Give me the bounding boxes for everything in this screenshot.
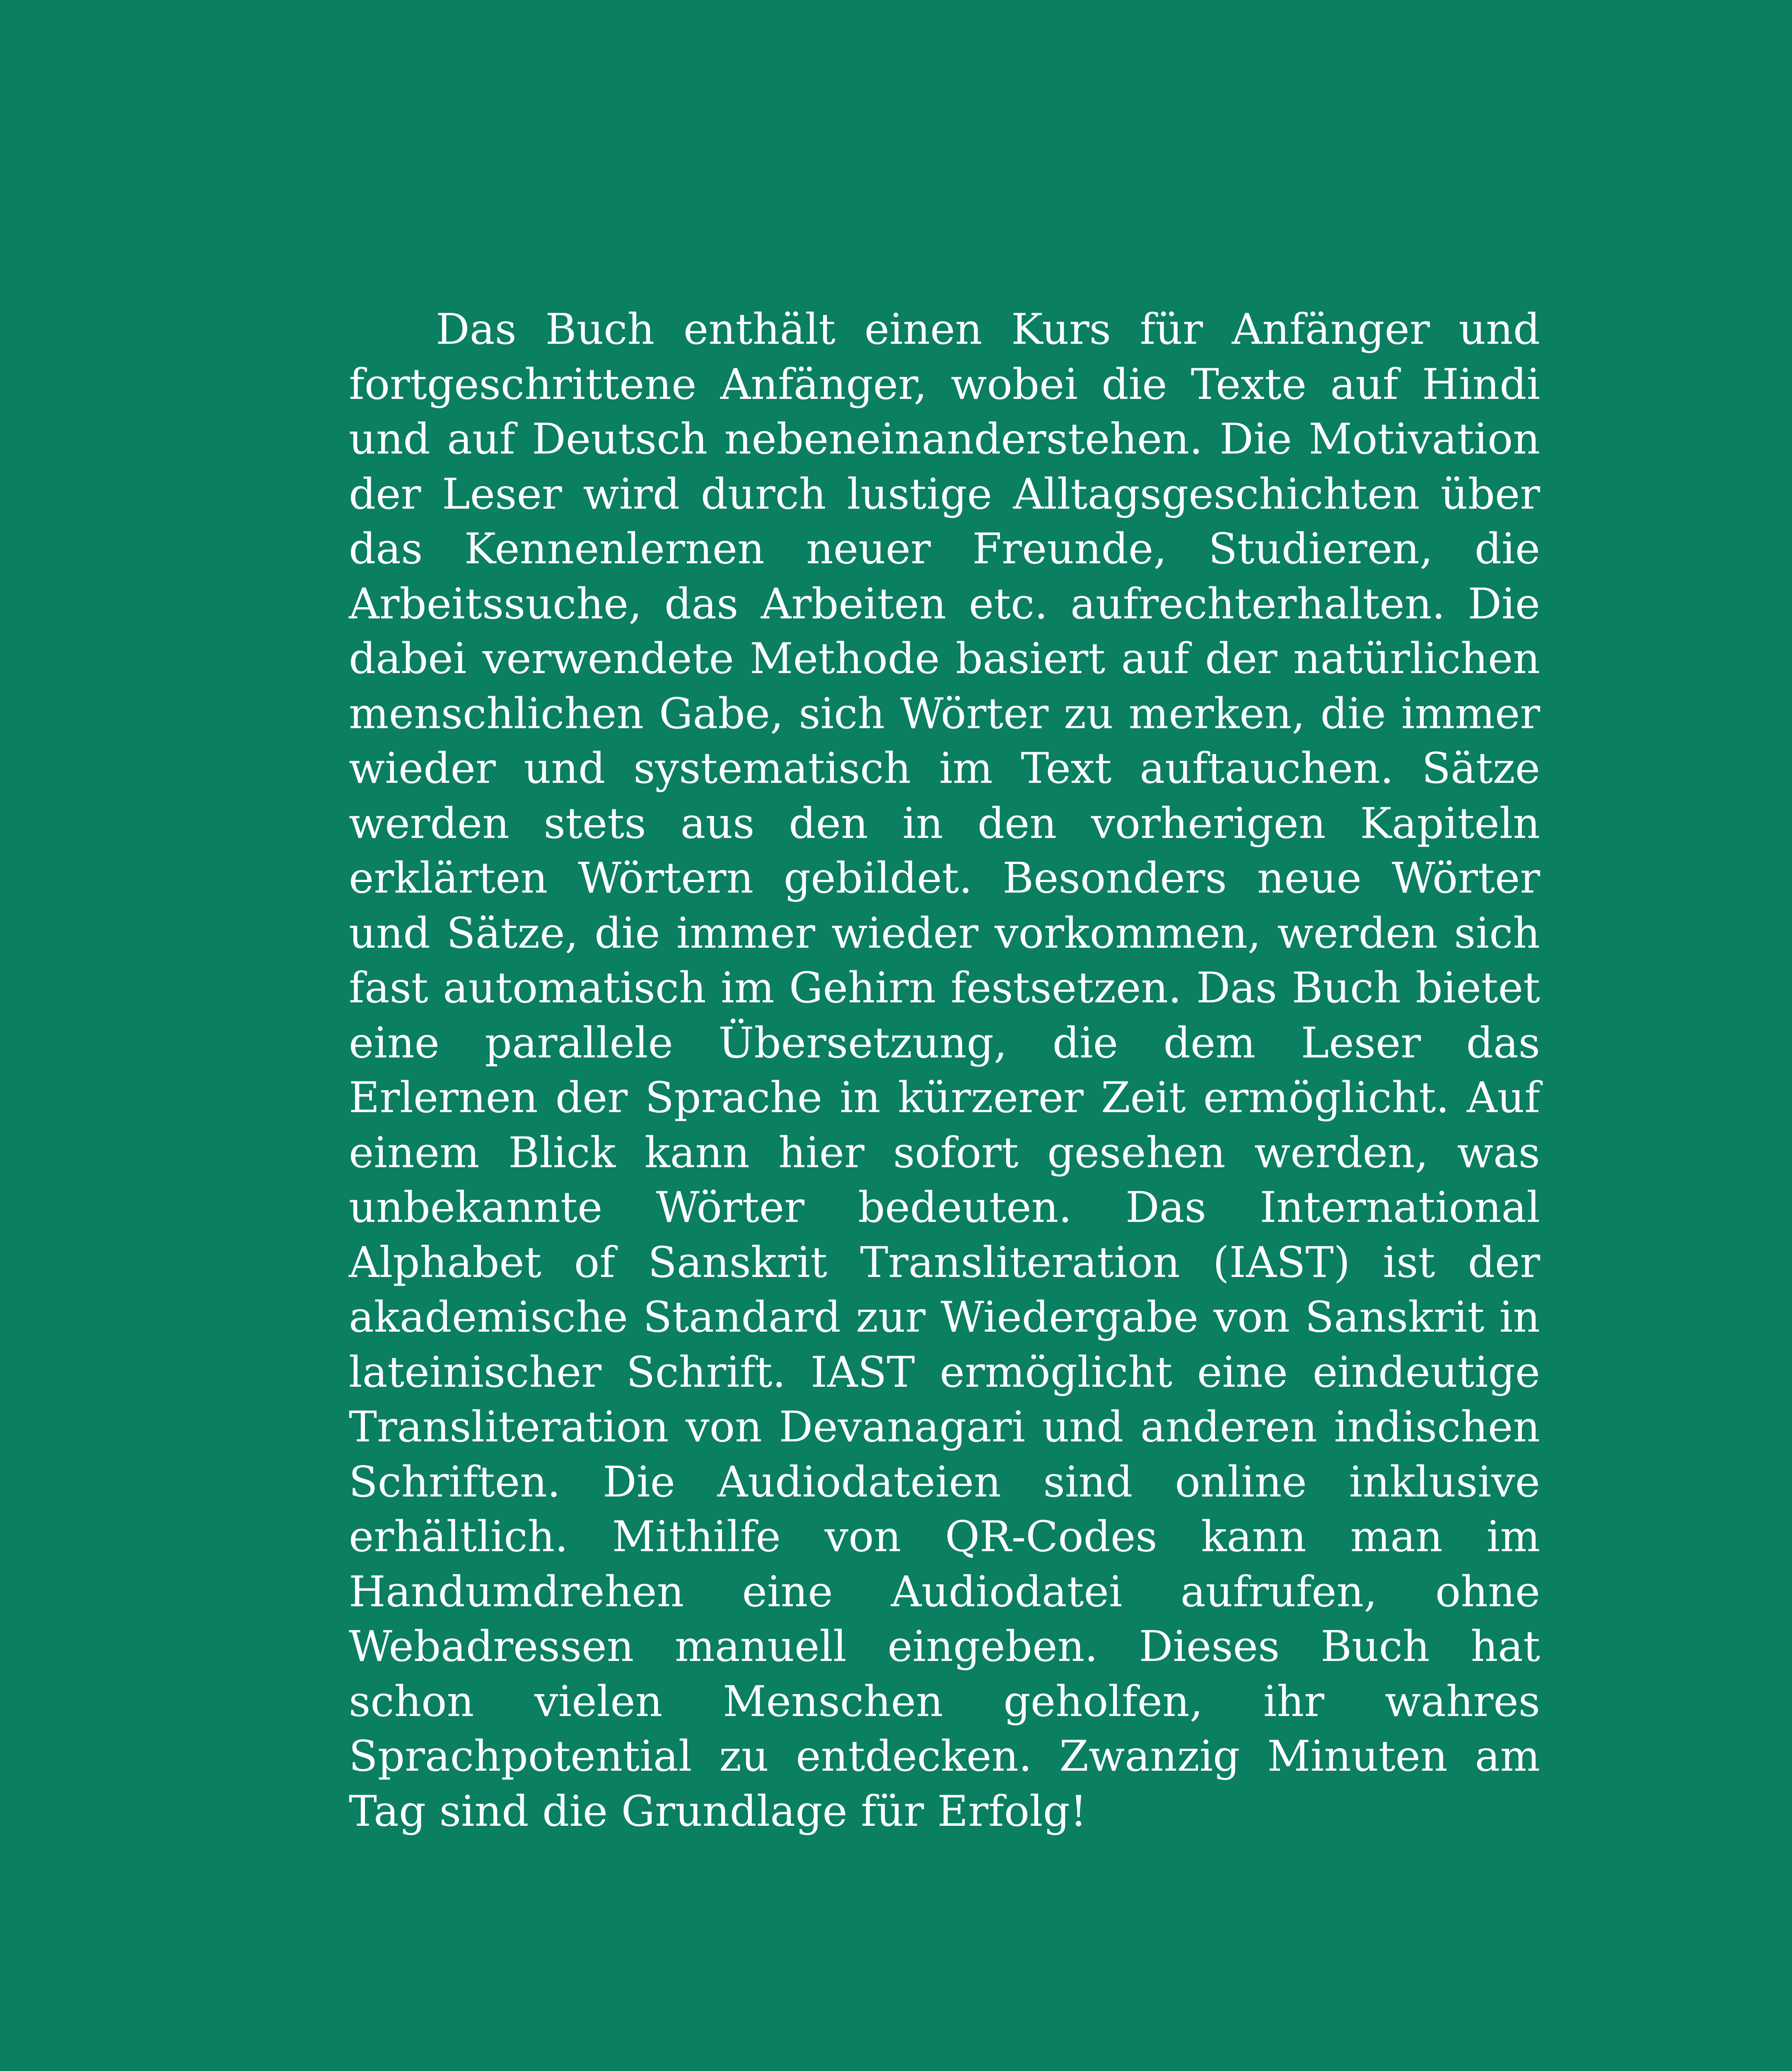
book-description: Das Buch enthält einen Kurs für Anfänger und fortgeschrittene Anfänger, wobei die Texte auf Hindi und auf Deutsch nebeneinanderstehen. Die Motivation der Leser wird durch lustige Alltagsgeschichten über das Kennenlernen neuer Freunde, Studieren, die Arbeitssuche, das Arbeiten etc. aufrechterhalten. Die dabei verwendete Methode basiert auf der natürlichen menschlichen Gabe, sich Wörter zu merken, die immer wieder und systematisch im Text auftauchen. Sätze werden stets aus den in den vorherigen Kapiteln erklärten Wörtern gebildet. Besonders neue Wörter und Sätze, die immer wieder vorkommen, werden sich fast automatisch im Gehirn festsetzen. Das Buch bietet eine parallele Übersetzung, die dem Leser das Erlernen der Sprache in kürzerer Zeit ermöglicht. Auf einem Blick kann hier sofort gesehen werden, was unbekannte Wörter bedeuten. Das International Alphabet of Sanskrit Transliteration (IAST) ist der akademische Standard zur Wiedergabe von Sanskrit in lateinischer Schrift. IAST ermöglicht eine eindeutige Transliteration von Devanagari und anderen indischen Schriften. Die Audiodateien sind online inklusive erhältlich. Mithilfe von QR-Codes kann man im Handumdrehen eine Audiodatei aufrufen, ohne Webadressen manuell eingeben. Dieses Buch hat schon vielen Menschen geholfen, ihr wahres Sprachpotential zu entdecken. Zwanzig Minuten am Tag sind die Grundlage für Erfolg! — [349, 305, 1540, 1836]
